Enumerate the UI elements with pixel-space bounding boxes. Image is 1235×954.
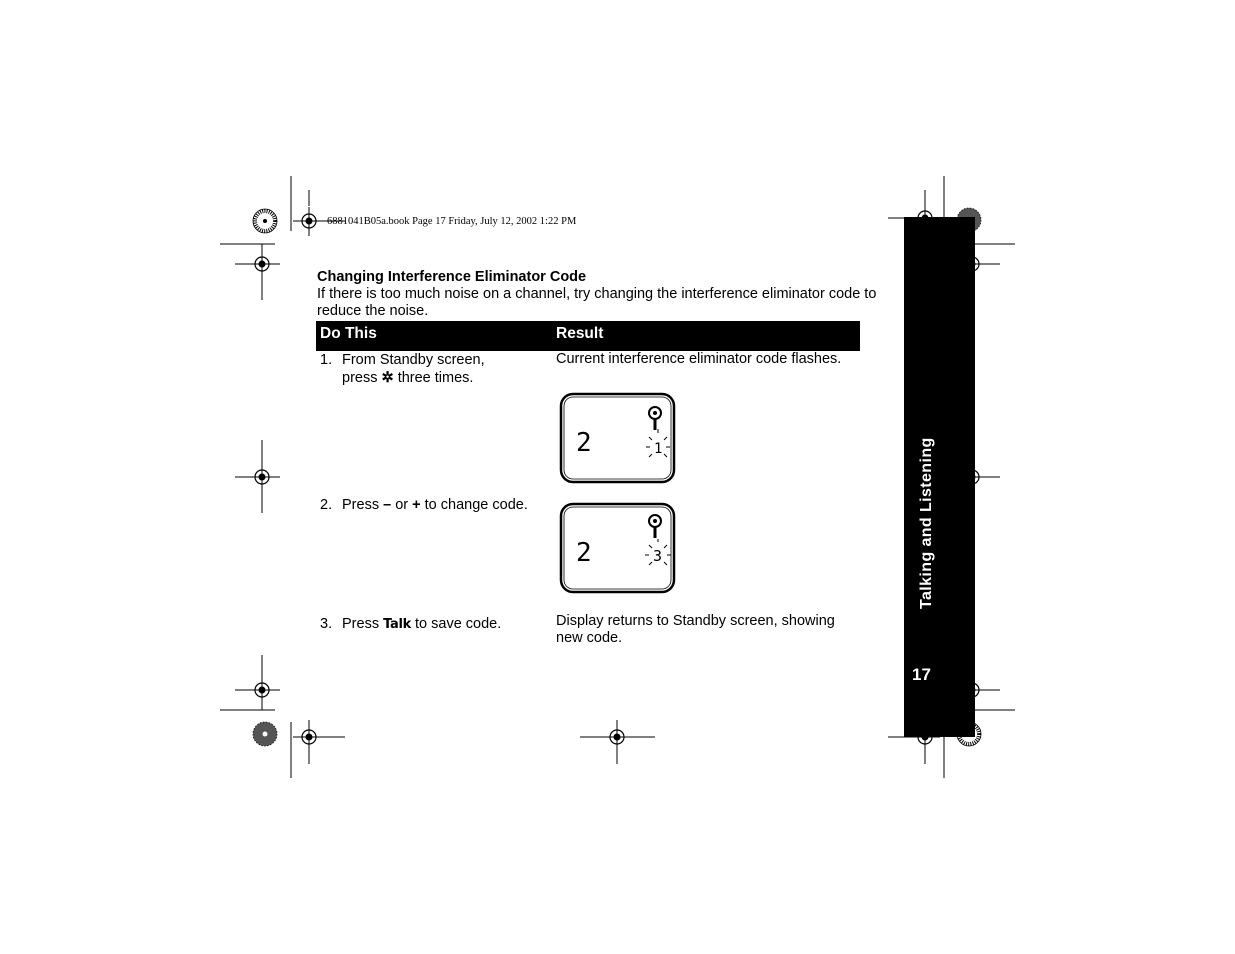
plus-key-icon: + (412, 497, 421, 513)
step-instruction (342, 496, 532, 514)
step-text: to save code. (415, 616, 502, 632)
side-tab-title: Talking and Listening (918, 437, 935, 609)
step-text: Press (342, 497, 380, 513)
step-number: 1. (320, 352, 333, 368)
step-text: to change code. (424, 497, 528, 513)
step-text: Press (342, 616, 380, 632)
talk-key-icon: Talk (383, 617, 411, 632)
lcd-display-2 (558, 501, 678, 595)
step-line: From Standby screen, (342, 352, 485, 368)
column-header-result: Result (556, 325, 604, 342)
section-intro: If there is too much noise on a channel, try changing the interference eliminator code to reduce the noise. (317, 286, 877, 319)
table-header (316, 321, 860, 351)
lcd-code-digit: 3 (653, 547, 663, 565)
lcd-channel-digit: 2 (576, 428, 592, 458)
side-tab (904, 217, 975, 737)
lcd-display-1 (558, 391, 678, 485)
step-1-result: Current interference eliminator code flashes. (556, 351, 842, 367)
section-title: Changing Interference Eliminator Code (317, 269, 587, 285)
minus-key-icon: – (383, 497, 392, 513)
step-text: press (342, 370, 378, 386)
step-3-result: Display returns to Standby screen, showing new code. (556, 613, 835, 646)
step-instruction (342, 351, 532, 387)
step-instruction (342, 615, 542, 634)
step-number: 2. (320, 497, 333, 513)
lcd-channel-digit: 2 (576, 538, 592, 568)
lcd-code-digit: 1 (654, 441, 663, 457)
menu-key-icon: ✲ (381, 370, 394, 386)
column-header-do-this: Do This (320, 325, 377, 342)
print-header: 6881041B05a.book Page 17 Friday, July 12, 2002 1:22 PM (327, 216, 577, 227)
step-number: 3. (320, 616, 333, 632)
step-text: three times. (397, 370, 474, 386)
step-1 (320, 351, 540, 391)
step-text: or (395, 497, 409, 513)
page-number: 17 (912, 665, 931, 684)
step-3 (320, 615, 540, 637)
step-2 (320, 496, 540, 536)
